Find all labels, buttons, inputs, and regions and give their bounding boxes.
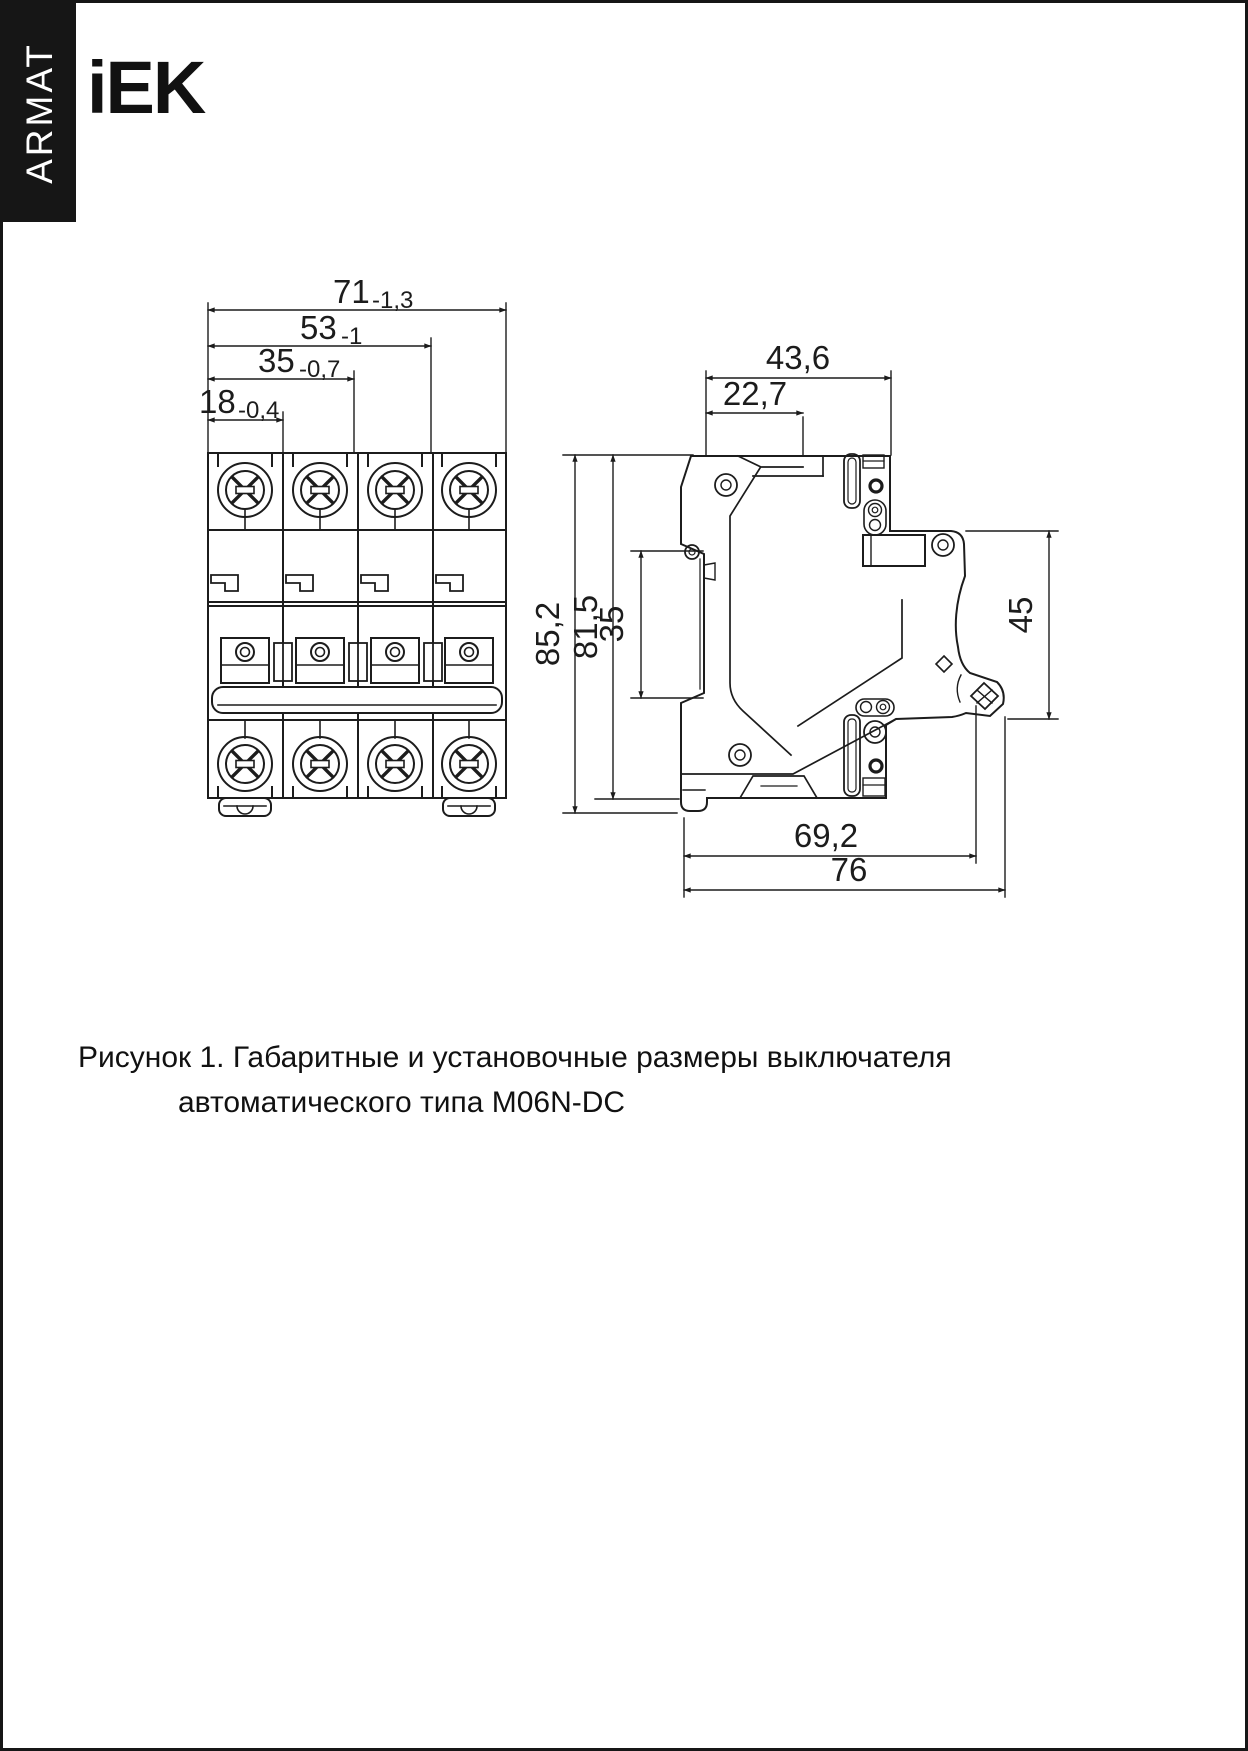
dim-35: 35 bbox=[258, 342, 295, 379]
dim-18-tolerance: -0,4 bbox=[238, 397, 280, 424]
dim-43-6: 43,6 bbox=[765, 339, 831, 376]
caption-line-2: автоматического типа M06N-DC bbox=[178, 1086, 626, 1119]
dim-18: 18 bbox=[199, 383, 236, 420]
dim-45: 45 bbox=[1002, 596, 1039, 634]
dim-53: 53 bbox=[300, 309, 337, 346]
dim-35-tolerance: -0,7 bbox=[299, 356, 341, 383]
terminal-block bbox=[863, 535, 925, 566]
front-view bbox=[199, 273, 506, 816]
side-view bbox=[529, 339, 1058, 897]
caption-line-1: Рисунок 1. Габаритные и установочные размеры выключателя bbox=[78, 1041, 952, 1074]
armat-sidebar bbox=[3, 3, 76, 222]
dim-35-side: 35 bbox=[593, 605, 630, 643]
dim-53-tolerance: -1 bbox=[341, 323, 363, 350]
dim-85-2: 85,2 bbox=[529, 601, 566, 667]
dim-76: 76 bbox=[830, 851, 868, 888]
toggle-handles bbox=[221, 638, 493, 683]
dim-81-5: 81,5 bbox=[567, 594, 604, 660]
technical-drawing bbox=[3, 3, 1248, 1751]
lock-tabs bbox=[211, 575, 463, 591]
armat-label: ARMAT bbox=[18, 41, 60, 184]
dim-22-7: 22,7 bbox=[722, 375, 788, 412]
dim-69-2: 69,2 bbox=[793, 817, 859, 854]
figure-caption bbox=[78, 1035, 978, 1125]
mounting-tabs bbox=[219, 798, 495, 816]
rivets bbox=[685, 474, 954, 772]
dim-71-tolerance: -1,3 bbox=[372, 287, 414, 314]
iek-logo: iEK bbox=[87, 46, 205, 129]
handle-tie-bar bbox=[212, 687, 502, 713]
dim-71: 71 bbox=[333, 273, 370, 310]
